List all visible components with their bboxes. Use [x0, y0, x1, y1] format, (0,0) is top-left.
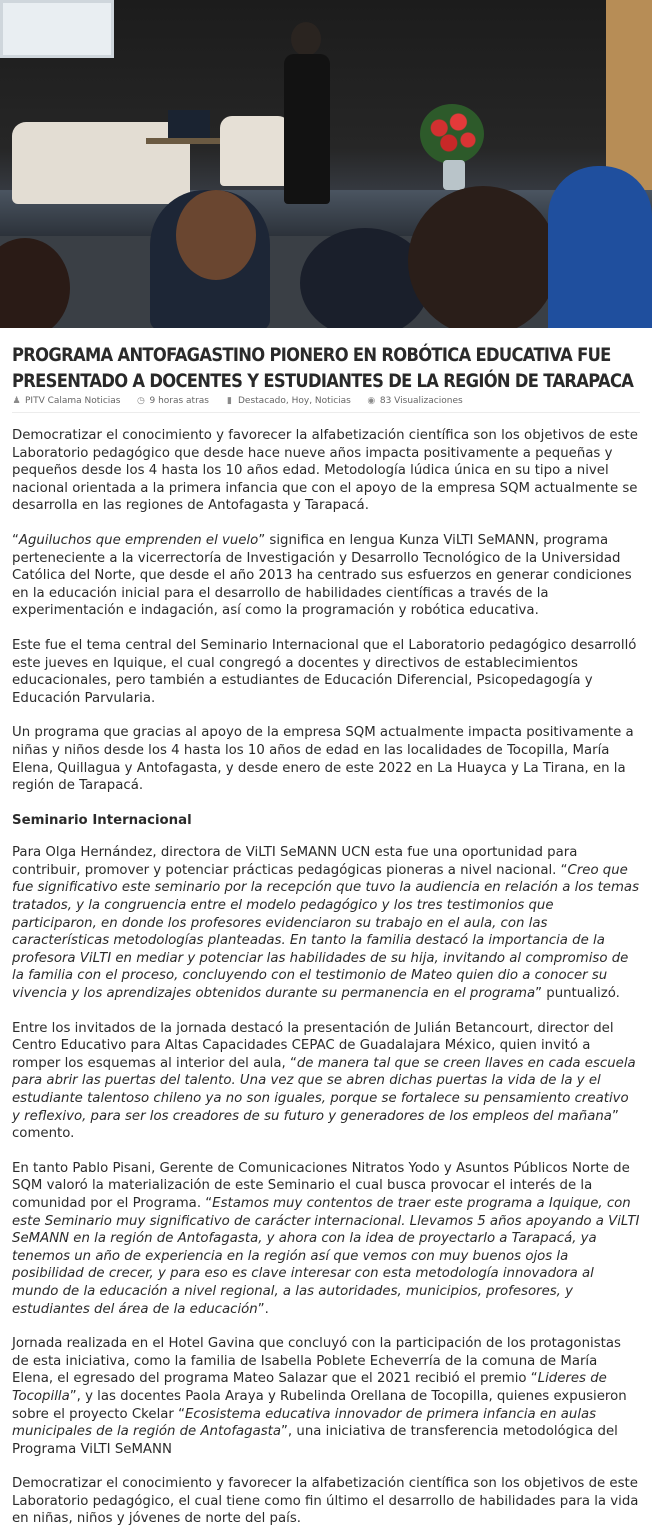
- paragraph: Un programa que gracias al apoyo de la empresa SQM actualmente impacta positivamente a niñas y niños desde los 4 hasta los 10 años de edad en las localidades de Tocopilla, María Elena, Quillagua y Antofagasta, y desde enero de este 2022 en La Huayca y La Tirana, en la región de Tarapacá.: [12, 725, 634, 794]
- armchair: [220, 116, 290, 186]
- clock-icon: ◷: [137, 395, 145, 406]
- section-heading: Seminario Internacional: [12, 812, 192, 828]
- time-meta: [136, 396, 209, 406]
- paragraph: Este fue el tema central del Seminario Internacional que el Laboratorio pedagógico desarrolló este jueves en Iquique, el cual congregó a docentes y directivos de establecimientos educacionales, pero también a estudiantes de Educación Diferencial, Psicopedagogía y Educación Parvularia.: [12, 637, 637, 706]
- views-meta: [367, 396, 463, 406]
- paragraph-text: Para Olga Hernández, directora de ViLTI SeMANN UCN esta fue una oportunidad para contribuir, promover y potenciar prácticas pedagógicas pioneras a nivel nacional. “: [12, 845, 578, 878]
- quote: Ecosistema educativa innovador de primera infancia en aulas municipales de la región de Antofagasta: [12, 1406, 597, 1440]
- paragraph: [12, 1160, 640, 1318]
- folder-icon: ▮: [227, 395, 232, 406]
- article-container: [0, 342, 652, 1528]
- categories[interactable]: Destacado, Hoy, Noticias: [238, 396, 351, 406]
- category-meta[interactable]: [225, 396, 351, 406]
- paragraph-text: ” puntualizó.: [535, 986, 620, 1002]
- article-meta: [12, 396, 640, 413]
- speaker-head: [291, 22, 321, 56]
- quote: Lideres de Tocopilla: [12, 1371, 607, 1404]
- paragraph-text: ”, y las docentes Paola Araya y Rubelinda Orellana de Tocopilla, quienes expusieron sobre el proyecto Ckelar “: [12, 1388, 627, 1422]
- hero-image: [0, 0, 652, 328]
- paragraph: [12, 1020, 640, 1143]
- author-meta[interactable]: [12, 396, 120, 406]
- quote: Estamos muy contentos de traer este programa a Iquique, con este Seminario muy significativo de carácter internacional. Llevamos 5 años apoyando a ViLTI SeMANN en la región de Antofagasta, y ahora con la idea de proyectarlo a Tarapacá, ya tenemos un año de experiencia en la región así que vemos con muy buenos ojos la posibilidad de crecer, y para eso es clave interesar con esta metodología innovadora al mundo de la educación a nivel regional, a las autoridades, municipios, profesores, y estudiantes del área de la educación: [12, 1195, 640, 1317]
- paragraph-text: Entre los invitados de la jornada destacó la presentación de Julián Betancourt, director del Centro Educativo para Altas Capacidades CEPAC de Guadalajara México, quien invitó a romper los esquemas al interior del aula, “: [12, 1020, 614, 1071]
- article-title: PROGRAMA ANTOFAGASTINO PIONERO EN ROBÓTICA EDUCATIVA FUE PRESENTADO A DOCENTES Y ESTUDIANTES DE LA REGIÓN DE TARAPACA: [12, 344, 634, 392]
- paragraph: “Aguiluchos que emprenden el vuelo” significa en lengua Kunza ViLTI SeMANN, programa perteneciente a la vicerrectoría de Investigación y Desarrollo Tecnológico de la Universidad Católica del Norte, que desde el año 2013 ha centrado sus esfuerzos en generar condiciones en la educación inicial para el desarrollo de habilidades científicas a través de la experimentación e indagación, así como la programación y robótica educativa.: [12, 532, 632, 619]
- quote: Creo que fue significativo este seminario por la recepción que tuvo la audiencia en relación a los temas tratados, y la congruencia entre el modelo pedagógico y los tres testimonios que participaron, en donde los profesores evidenciaron su trabajo en el aula, con las características metodologías planteadas. En tanto la familia destacó la importancia de la profesora ViLTI en mediar y potenciar las habilidades de su hija, invitando al compromiso de la familia con el proceso, concluyendo con el testimonio de Mateo quien dio a conocer su vivencia y los aprendizajes obtenidos durante su permanencia en el programa: [12, 862, 639, 1002]
- paragraph-text: significa en lengua Kunza ViLTI SeMANN, programa perteneciente a la vicerrectoría de Investigación y Desarrollo Tecnológico de la Universidad Católica del Norte, que desde el año 2013 ha centrado sus esfuerzos en generar condiciones en la educación inicial para el desarrollo de habilidades científicas a través de la experimentación e indagación, así como la programación y robótica educativa.: [12, 532, 632, 619]
- paragraph-text: ”.: [257, 1301, 269, 1317]
- quote: de manera tal que se creen llaves en cada escuela para abrir las puertas del talento. Una vez que se abren dichas puertas la vida de la y el estudiante talentoso chileno ya no son iguales, porque se fortalece su pensamiento creativo y reflexivo, para ser los creadores de su futuro y generadores de los empleos del mañana: [12, 1055, 636, 1124]
- author-name[interactable]: PITV Calama Noticias: [25, 396, 121, 406]
- vase: [443, 160, 465, 190]
- eye-icon: ◉: [367, 395, 376, 406]
- speaker: [284, 54, 330, 204]
- projector-screen: [0, 0, 114, 58]
- paragraph-text: ”, una iniciativa de transferencia metodológica del Programa ViLTI SeMANN: [12, 1424, 618, 1457]
- paragraph-text: Jornada realizada en el Hotel Gavina que concluyó con la participación de los protagonistas de esta iniciativa, como la familia de Isabella Poblete Echeverría de la comuna de María Elena, el egresado del programa Mateo Salazar que el 2021 recibió el premio “: [12, 1336, 621, 1387]
- paragraph: [12, 1335, 640, 1458]
- paragraph: Democratizar el conocimiento y favorecer la alfabetización científica son los objetivos de este Laboratorio pedagógico que desde hace nueve años impacta positivamente a pequeñas y pequeños desde los 4 hasta los 10 años edad. Metodología lúdica única en su tipo a nivel nacional orientada a la primera infancia que con el apoyo de la empresa SQM actualmente se desarrolla en las regiones de Antofagasta y Tarapacá.: [12, 428, 638, 514]
- paragraph: [12, 844, 640, 1002]
- paragraph-text: ” comento.: [12, 1108, 619, 1142]
- audience-member: [548, 166, 652, 328]
- audience-member-hair: [176, 190, 256, 280]
- paragraph-text: En tanto Pablo Pisani, Gerente de Comunicaciones Nitratos Yodo y Asuntos Públicos Norte de SQM valoró la materialización de este Seminario el cual busca provocar el interés de la comunidad por el Programa. “: [12, 1160, 630, 1211]
- audience-member: [408, 186, 558, 328]
- article-body: [12, 427, 640, 1528]
- paragraph: Democratizar el conocimiento y favorecer la alfabetización científica son los objetivos de este Laboratorio pedagógico, el cual tiene como fin último el desarrollo de habilidades para la vida en niñas, niños y jóvenes de norte del país.: [12, 1476, 639, 1527]
- flower-arrangement: [420, 104, 484, 164]
- side-table: [146, 138, 220, 144]
- quote: Aguiluchos que emprenden el vuelo: [18, 532, 259, 548]
- user-icon: ♟: [12, 395, 21, 406]
- laptop: [168, 110, 210, 138]
- publish-time: 9 horas atras: [149, 396, 209, 406]
- sofa: [12, 122, 190, 204]
- view-count: 83 Visualizaciones: [379, 396, 463, 406]
